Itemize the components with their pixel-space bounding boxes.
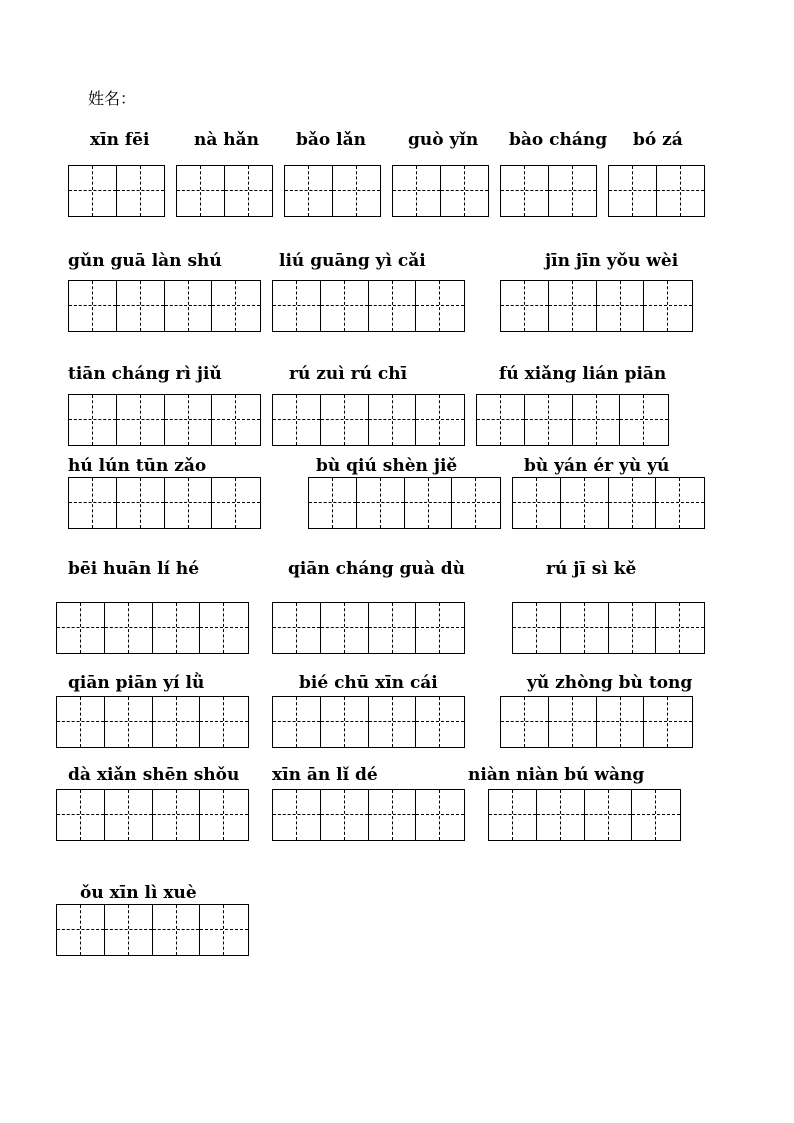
writing-grid[interactable]: [272, 394, 465, 446]
writing-grid[interactable]: [56, 904, 249, 956]
writing-grid[interactable]: [272, 789, 465, 841]
pinyin-label: dà xiǎn shēn shǒu: [68, 765, 240, 785]
writing-grid[interactable]: [308, 477, 501, 529]
pinyin-label: guò yǐn: [408, 130, 479, 150]
writing-grid[interactable]: [68, 165, 165, 217]
pinyin-label: xīn ān lǐ dé: [272, 765, 378, 785]
pinyin-label: bó zá: [633, 130, 683, 150]
writing-grid[interactable]: [56, 789, 249, 841]
writing-grid[interactable]: [68, 280, 261, 332]
writing-grid[interactable]: [500, 165, 597, 217]
pinyin-label: ǒu xīn lì xuè: [80, 883, 197, 903]
pinyin-label: xīn fēi: [90, 130, 150, 150]
pinyin-label: bié chū xīn cái: [299, 673, 438, 693]
writing-grid[interactable]: [56, 602, 249, 654]
writing-grid[interactable]: [56, 696, 249, 748]
writing-grid[interactable]: [68, 477, 261, 529]
writing-grid[interactable]: [284, 165, 381, 217]
pinyin-label: gǔn guā làn shú: [68, 251, 222, 271]
pinyin-label: jīn jīn yǒu wèi: [545, 251, 679, 271]
pinyin-label: niàn niàn bú wàng: [468, 765, 645, 785]
writing-grid[interactable]: [392, 165, 489, 217]
pinyin-label: rú jī sì kě: [546, 559, 637, 579]
writing-grid[interactable]: [512, 477, 705, 529]
pinyin-label: qiān piān yí lǜ: [68, 673, 205, 693]
pinyin-label: yǔ zhòng bù tong: [527, 673, 693, 693]
writing-grid[interactable]: [488, 789, 681, 841]
writing-grid[interactable]: [512, 602, 705, 654]
pinyin-label: bù yán ér yù yú: [524, 456, 670, 476]
writing-grid[interactable]: [176, 165, 273, 217]
name-label: 姓名：: [88, 89, 137, 108]
pinyin-label: bù qiú shèn jiě: [316, 456, 458, 476]
pinyin-label: nà hǎn: [194, 130, 260, 150]
pinyin-label: qiān cháng guà dù: [288, 559, 465, 579]
writing-grid[interactable]: [68, 394, 261, 446]
writing-grid[interactable]: [272, 696, 465, 748]
pinyin-label: rú zuì rú chī: [289, 364, 408, 384]
pinyin-label: bào cháng: [509, 130, 608, 150]
writing-grid[interactable]: [500, 280, 693, 332]
writing-grid[interactable]: [272, 280, 465, 332]
pinyin-label: bēi huān lí hé: [68, 559, 200, 579]
pinyin-label: fú xiǎng lián piān: [499, 364, 667, 384]
pinyin-label: tiān cháng rì jiǔ: [68, 364, 222, 384]
writing-grid[interactable]: [272, 602, 465, 654]
writing-grid[interactable]: [476, 394, 669, 446]
pinyin-label: bǎo lǎn: [296, 130, 366, 150]
pinyin-label: liú guāng yì cǎi: [279, 251, 426, 271]
writing-grid[interactable]: [608, 165, 705, 217]
writing-grid[interactable]: [500, 696, 693, 748]
pinyin-label: hú lún tūn zǎo: [68, 456, 207, 476]
